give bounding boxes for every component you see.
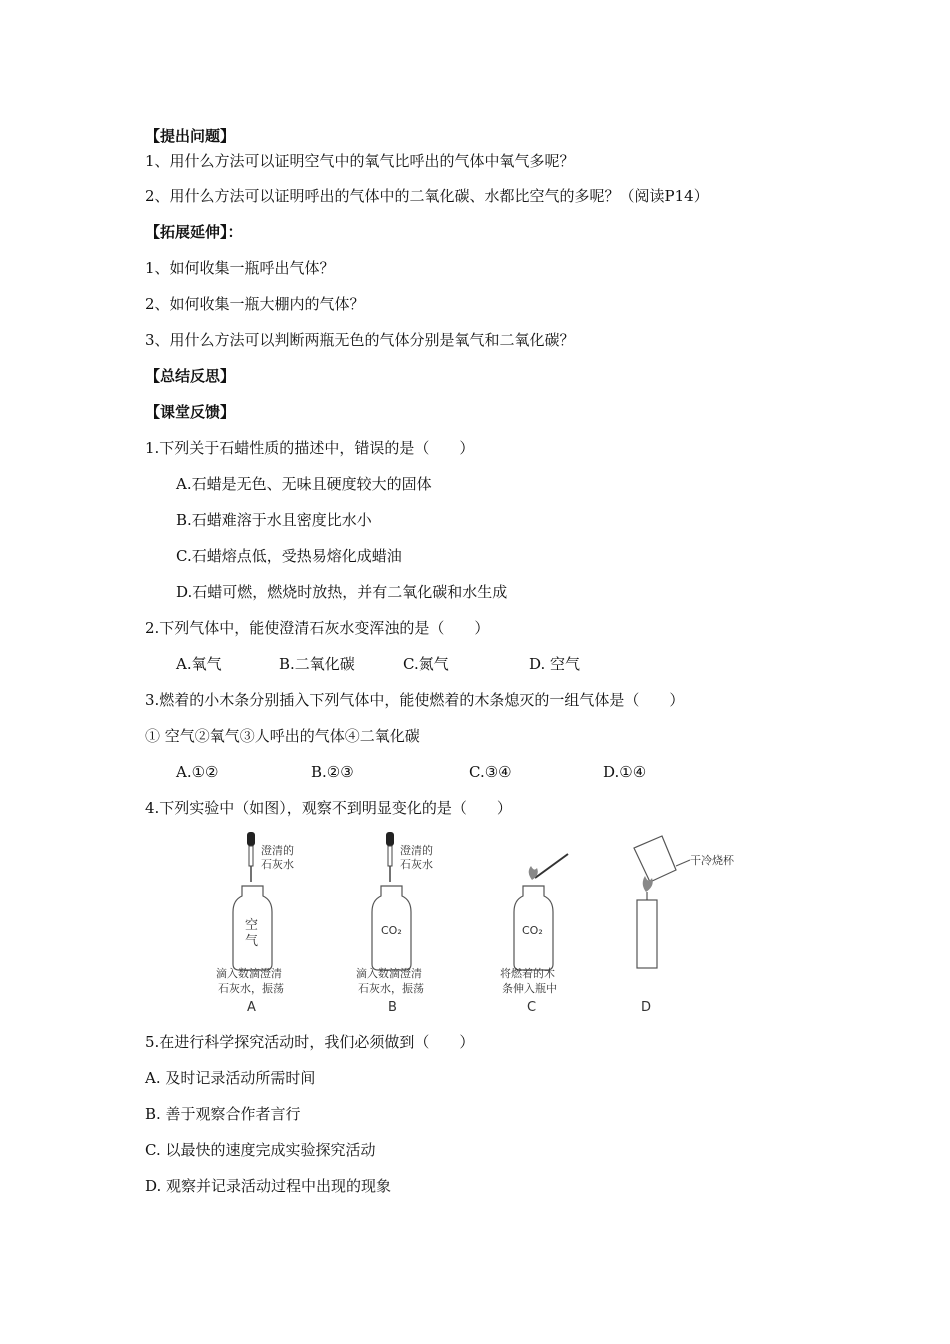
bottle-a-label-1: 空 [245, 918, 259, 933]
q5-option-d: D. 观察并记录活动过程中出现的现象 [145, 1177, 392, 1195]
dropper-label-b-1: 澄清的 [400, 844, 433, 857]
bottle-b-label: CO₂ [381, 924, 402, 937]
extend-question-1: 1、如何收集一瓶呼出气体？ [145, 259, 335, 277]
q2-stem: 2.下列气体中，能使澄清石灰水变浑浊的是（ ） [145, 619, 490, 637]
q5-option-b: B. 善于观察合作者言行 [145, 1105, 301, 1123]
section-title-summary: 【总结反思】 [145, 367, 236, 385]
section-title-feedback: 【课堂反馈】 [145, 403, 236, 421]
q3-option-d: D.①④ [603, 763, 647, 781]
letter-a: A [247, 1000, 256, 1015]
q1-stem: 1.下列关于石蜡性质的描述中，错误的是（ ） [145, 439, 475, 457]
caption-c-2: 条伸入瓶中 [502, 982, 557, 995]
setup-d [634, 836, 735, 1015]
dropper-label-a-1: 澄清的 [261, 844, 294, 857]
ask-question-2: 2、用什么方法可以证明呼出的气体中的二氧化碳、水都比空气的多呢？（阅读P14） [145, 187, 709, 205]
caption-b-1: 滴入数滴澄清 [356, 967, 422, 980]
q5-option-a: A. 及时记录活动所需时间 [145, 1069, 316, 1087]
caption-b-2: 石灰水，振荡 [358, 982, 424, 995]
extend-question-3: 3、用什么方法可以判断两瓶无色的气体分别是氧气和二氧化碳？ [145, 331, 575, 349]
setup-c [500, 854, 568, 1015]
dropper-label-b-2: 石灰水 [400, 858, 433, 871]
setup-a [216, 832, 294, 1015]
caption-c-1: 将燃着的木 [500, 967, 555, 980]
caption-a-2: 石灰水，振荡 [218, 982, 284, 995]
q3-option-c: C.③④ [469, 763, 512, 781]
section-title-ask: 【提出问题】 [145, 127, 236, 145]
letter-d: D [641, 1000, 652, 1015]
q3-option-a: A.①② [176, 763, 219, 781]
q2-option-b: B.二氧化碳 [279, 655, 355, 673]
beaker-label: 干冷烧杯 [690, 854, 734, 867]
extend-question-2: 2、如何收集一瓶大棚内的气体？ [145, 295, 365, 313]
caption-a-1: 滴入数滴澄清 [216, 967, 282, 980]
q1-option-b: B.石蜡难溶于水且密度比水小 [176, 511, 372, 529]
dropper-label-a-2: 石灰水 [261, 858, 294, 871]
q2-option-d: D. 空气 [529, 655, 581, 673]
bottle-c-label: CO₂ [522, 924, 543, 937]
section-title-extend: 【拓展延伸】： [145, 223, 243, 241]
experiment-figure [200, 828, 760, 1018]
q5-option-c: C. 以最快的速度完成实验探究活动 [145, 1141, 376, 1159]
q3-note: ① 空气②氧气③人呼出的气体④二氧化碳 [145, 727, 420, 745]
q2-option-a: A.氧气 [176, 655, 222, 673]
q5-stem: 5.在进行科学探究活动时，我们必须做到（ ） [145, 1033, 475, 1051]
letter-c: C [527, 1000, 537, 1015]
q3-stem: 3.燃着的小木条分别插入下列气体中，能使燃着的木条熄灭的一组气体是（ ） [145, 691, 685, 709]
letter-b: B [388, 1000, 397, 1015]
q1-option-c: C.石蜡熔点低，受热易熔化成蜡油 [176, 547, 402, 565]
setup-b [356, 832, 433, 1015]
bottle-a-label-2: 气 [245, 934, 259, 949]
q1-option-d: D.石蜡可燃，燃烧时放热，并有二氧化碳和水生成 [176, 583, 508, 601]
q1-option-a: A.石蜡是无色、无味且硬度较大的固体 [176, 475, 432, 493]
q2-option-c: C.氮气 [403, 655, 449, 673]
q3-option-b: B.②③ [311, 763, 354, 781]
q4-stem: 4.下列实验中（如图），观察不到明显变化的是（ ） [145, 799, 512, 817]
ask-question-1: 1、用什么方法可以证明空气中的氧气比呼出的气体中氧气多呢？ [145, 152, 575, 170]
